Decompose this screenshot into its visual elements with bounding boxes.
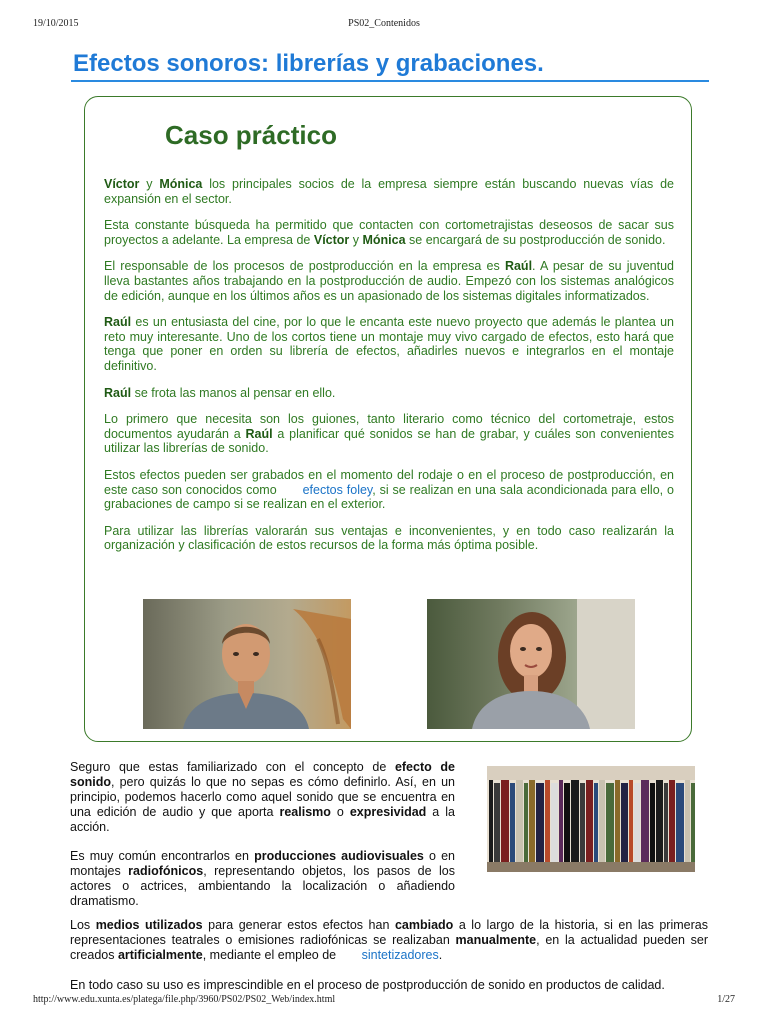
- text: . A pesar de su juventud lleva bastantes años trabajando en la postproducción de audio. Empezó con los sistemas analógicos de edición, aunque en los últimos años es un apasionado de los sistemas digitales informatizados.: [104, 259, 675, 303]
- case-paragraph: [104, 259, 674, 303]
- photo-woman: [427, 599, 635, 729]
- cd-spine: [524, 783, 528, 862]
- body-paragraph: [70, 918, 708, 963]
- text: los principales socios de la empresa siempre están buscando nuevas vías de expansión en el sector.: [104, 177, 674, 206]
- text: , mediante el empleo de: [202, 948, 340, 962]
- body-paragraph: En todo caso su uso es imprescindible en el proceso de postproducción de sonido en productos de calidad.: [70, 978, 665, 992]
- body-paragraph: [70, 849, 455, 909]
- cd-spine: [664, 783, 668, 862]
- text: es un entusiasta del cine, por lo que le encanta este nuevo proyecto que además le plantea un reto muy interesante. Uno de los cortos tiene un montaje muy vivo cargado de efectos, esto hará que tenga que poner en orden su librería de efectos, añadirles nuevos e integrarlos en el montaje definitivo.: [104, 315, 674, 373]
- text: Esta constante búsqueda ha permitido que contacten con cortometrajistas deseosos de sacar sus proyectos a adelante. La empresa de: [104, 218, 674, 247]
- term-expresividad: expresividad: [349, 805, 427, 819]
- name-raul: Raúl: [104, 385, 132, 400]
- text: El responsable de los procesos de postproducción en la empresa es: [104, 259, 505, 274]
- print-date: 19/10/2015: [33, 18, 79, 29]
- text: se encargará de su postproducción de sonido.: [405, 232, 666, 247]
- text: y: [139, 177, 160, 191]
- text: a la acción.: [70, 805, 455, 834]
- text: Seguro que estas familiarizado con el concepto de: [70, 760, 395, 774]
- cd-spine: [516, 780, 523, 862]
- name-victor: Víctor: [313, 232, 350, 247]
- sintetizadores-link[interactable]: sintetizadores: [361, 948, 439, 962]
- case-paragraph: [104, 412, 674, 456]
- case-paragraph: [104, 468, 674, 512]
- photo-man: [143, 599, 351, 729]
- cd-spine: [551, 783, 558, 862]
- text: Es muy común encontrarlos en: [70, 849, 255, 863]
- name-victor: Víctor: [104, 177, 140, 191]
- cd-spine: [656, 780, 663, 862]
- text: a lo largo de la historia, si en las primeras representaciones teatrales o emisiones radiofónicas se realizaban: [70, 918, 708, 947]
- text: se frota las manos al pensar en ello.: [131, 385, 336, 400]
- term-radiofonicos: radiofónicos: [128, 864, 204, 878]
- text: o en montajes: [70, 849, 455, 878]
- cd-spine: [510, 783, 515, 862]
- cd-spine: [536, 783, 544, 862]
- name-monica: Mónica: [159, 177, 203, 191]
- photo-woman-illustration: [427, 599, 635, 729]
- title-divider: [71, 80, 709, 82]
- name-monica: Mónica: [362, 232, 406, 247]
- cd-spine: [621, 783, 628, 862]
- term-efecto-de-sonido: efecto de sonido: [70, 760, 455, 789]
- cd-spine: [599, 780, 605, 862]
- text: , si se realizan en una sala acondicionada para ello, o grabaciones de campo si se realizan en el exterior.: [104, 482, 674, 512]
- cd-spine: [594, 783, 598, 862]
- cd-spine: [615, 780, 620, 862]
- cd-spine: [580, 783, 585, 862]
- cd-shelf-illustration: [487, 766, 695, 872]
- cd-spine: [559, 780, 563, 862]
- print-url: http://www.edu.xunta.es/platega/file.php/3960/PS02/PS02_Web/index.html: [33, 994, 336, 1005]
- print-doc-title: PS02_Contenidos: [348, 18, 420, 29]
- text: Los: [70, 918, 96, 932]
- term-realismo: realismo: [279, 805, 331, 819]
- case-paragraph: Para utilizar las librerías valorarán sus ventajas e inconvenientes, y en todo caso realizarán la organización y clasificación de estos recursos de la forma más óptima posible.: [104, 523, 674, 553]
- case-paragraph: [104, 386, 674, 401]
- cd-spine: [545, 780, 550, 862]
- term-producciones-audiovisuales: producciones audiovisuales: [254, 849, 424, 863]
- cd-spine: [650, 783, 655, 862]
- text: a planificar qué sonidos se han de grabar, y cuáles son convenientes utilizar las librerías de sonido.: [104, 426, 675, 456]
- case-paragraph: [104, 177, 674, 206]
- text: , en la actualidad pueden ser creados: [70, 933, 708, 962]
- page-title: Efectos sonoros: librerías y grabaciones.: [73, 50, 544, 77]
- term-artificialmente: artificialmente: [117, 948, 203, 962]
- cd-spine: [564, 783, 570, 862]
- cd-spine: [571, 780, 579, 862]
- print-page-number: 1/27: [717, 994, 735, 1005]
- term-medios-utilizados: medios utilizados: [95, 918, 203, 932]
- name-raul: Raúl: [104, 315, 132, 330]
- body-paragraph: [70, 760, 455, 835]
- cd-spine: [494, 783, 500, 862]
- print-header: [33, 18, 735, 32]
- case-paragraph: [104, 315, 674, 373]
- cd-spine: [606, 783, 614, 862]
- cd-spine: [685, 780, 690, 862]
- text: , representando objetos, los pasos de los actores o actrices, ambientando la localización o añadiendo dramatismo.: [70, 864, 455, 908]
- name-raul: Raúl: [245, 426, 273, 441]
- cd-spine: [641, 780, 649, 862]
- cd-spine: [629, 780, 633, 862]
- cd-spine: [501, 780, 509, 862]
- term-cambiado: cambiado: [394, 918, 454, 932]
- cd-spine: [586, 780, 593, 862]
- cd-spine: [634, 783, 640, 862]
- text: Estos efectos pueden ser grabados en el momento del rodaje o en el proceso de postproducción, en este caso son conocidos como: [104, 467, 674, 497]
- efectos-foley-link[interactable]: efectos foley: [302, 482, 373, 497]
- intro-text: [70, 760, 455, 923]
- text: , pero quizás lo que no sepas es cómo definirlo. Así, en un principio, podemos hacerlo como aquel sonido que se encuentra en una edición de audio y que aporta: [70, 775, 455, 819]
- cd-spine: [529, 780, 535, 862]
- cd-spine: [669, 780, 675, 862]
- text: para generar estos efectos han: [202, 918, 395, 932]
- cd-shelf-image: [487, 766, 695, 872]
- photo-man-illustration: [143, 599, 351, 729]
- case-study-title: Caso práctico: [165, 120, 337, 150]
- case-paragraph: [104, 218, 674, 247]
- cd-spine: [691, 783, 695, 862]
- cd-spine: [489, 780, 493, 862]
- name-raul: Raúl: [504, 259, 533, 274]
- term-manualmente: manualmente: [455, 933, 537, 947]
- text: y: [349, 232, 363, 247]
- case-study-text: [104, 177, 674, 565]
- text: o: [330, 805, 350, 819]
- text: .: [438, 948, 443, 962]
- text: Lo primero que necesita son los guiones, tanto literario como técnico del cortometraje, estos documentos ayudarán a: [104, 412, 674, 441]
- print-footer: [33, 994, 735, 1008]
- cd-spine: [676, 783, 684, 862]
